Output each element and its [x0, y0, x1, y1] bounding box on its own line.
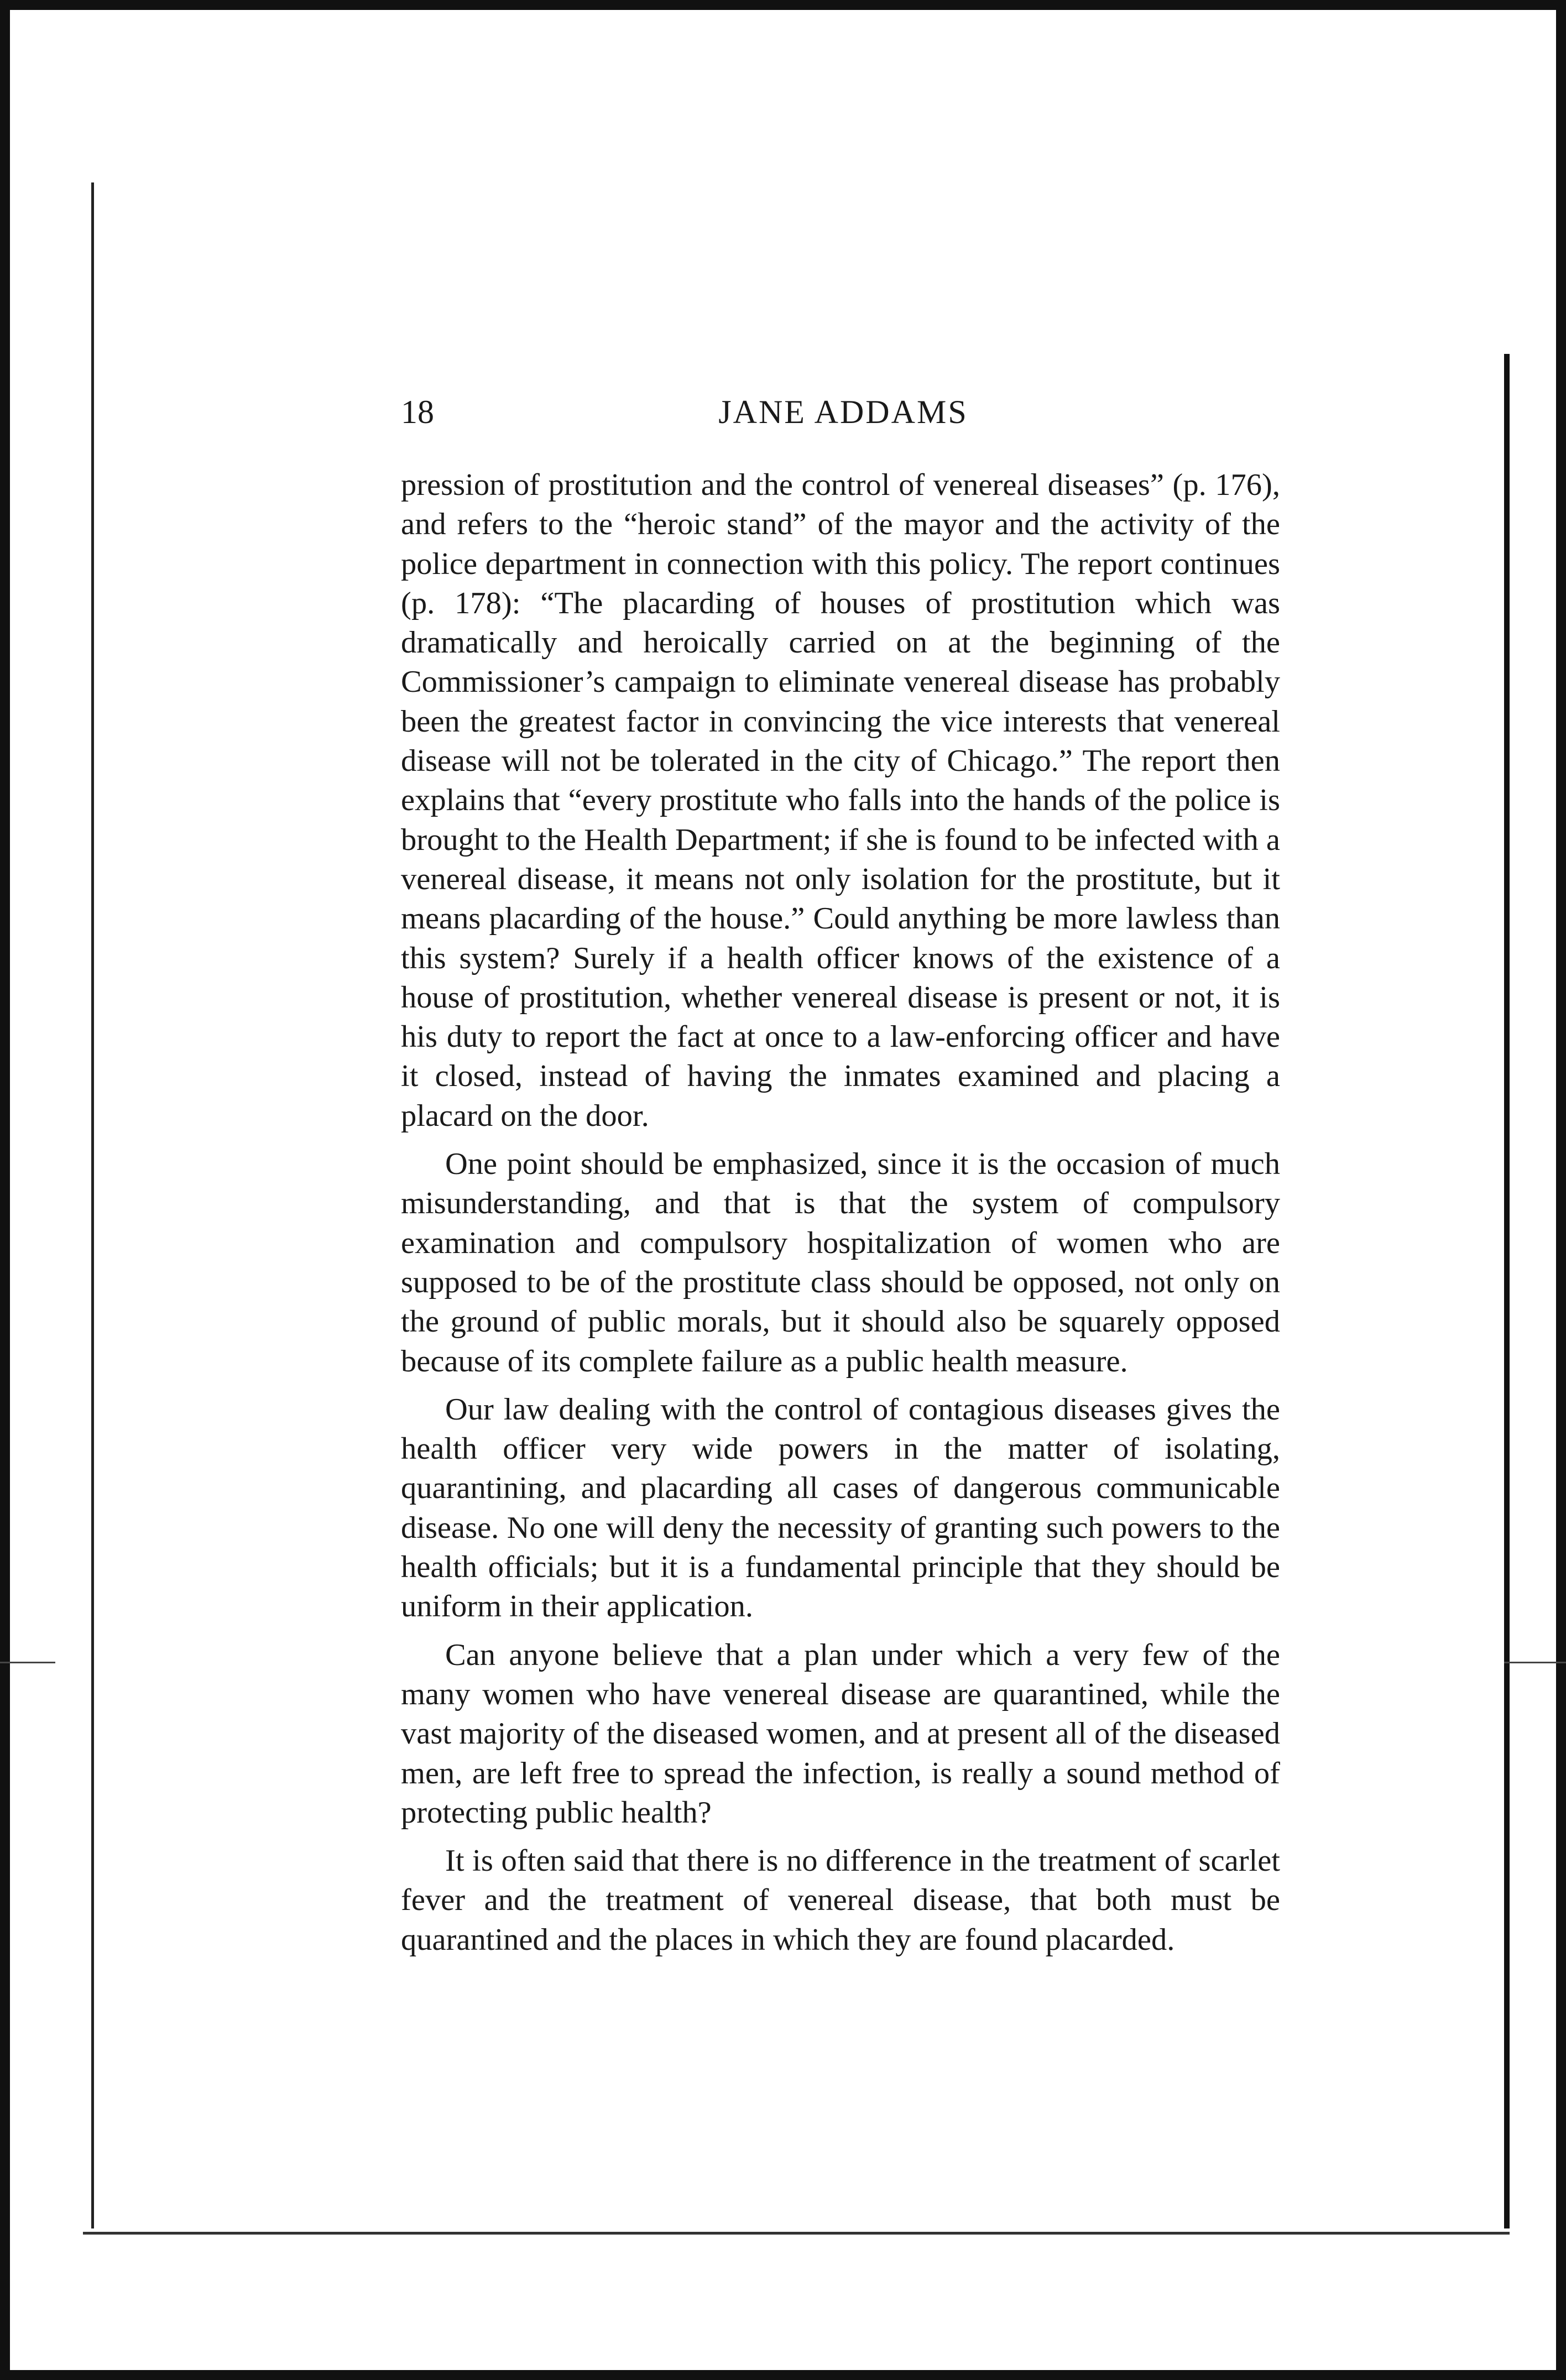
page-edge-left — [91, 182, 98, 2228]
paragraph-5: It is often said that there is no difference in the treatment of scarlet fever and the treatment of venereal disease, that both must be quarantined and the places in which they are found placarded. — [401, 1844, 1280, 1957]
running-head — [401, 387, 1286, 437]
page-number: 18 — [401, 394, 434, 430]
crop-mark-right — [1504, 1662, 1566, 1663]
paragraph-4: Can anyone believe that a plan under which a very few of the many women who have venereal disease are quarantined, while the vast majority of the diseased women, and at present all of the diseased men, are left free to spread the infection, is really a sound method of protecting public health? — [401, 1637, 1280, 1830]
page-edge-right — [1499, 354, 1510, 2228]
running-title: JANE ADDAMS — [718, 394, 968, 430]
page-edge-bottom — [83, 2228, 1510, 2235]
paragraph-2: One point should be emphasized, since it is the occasion of much misunderstanding, and that is that the system of compulsory examination and compulsory hospitalization of women who are supposed to be of the prostitute class should be opposed, not only on the ground of public morals, but it should also be squarely opposed because of its complete failure as a public health measure. — [401, 1147, 1280, 1379]
body-text — [401, 466, 1280, 1960]
paragraph-1: pression of prostitution and the control of venereal diseases” (p. 176), and refers to the “heroic stand” of the mayor and the activity of the police department in connection with this policy. The report continues (p. 178): “The placarding of houses of prostitution which was dramatically and heroically carried on at the beginning of the Commissioner’s campaign to eliminate venereal disease has probably been the greatest factor in convincing the vice interests that venereal disease will not be tolerated in the city of Chicago.” The report then explains that “every prostitute who falls into the hands of the police is brought to the Health Department; if she is found to be infected with a venereal disease, it means not only isolation for the prostitute, but it means placarding of the house.” Could anything be more lawless than this system? Surely if a health officer knows of the existence of a house of prostitution, whether venereal disease is present or not, it is his duty to report the fact at once to a law-enforcing officer and have it closed, instead of having the inmates examined and placing a placard on the door. — [401, 468, 1280, 1133]
crop-mark-left — [0, 1662, 55, 1663]
paragraph-3: Our law dealing with the control of contagious diseases gives the health officer very wide powers in the matter of isolating, quarantining, and placarding all cases of dangerous communicable disease. No one will deny the necessity of granting such powers to the health officials; but it is a fundamental principle that they should be uniform in their application. — [401, 1392, 1280, 1624]
